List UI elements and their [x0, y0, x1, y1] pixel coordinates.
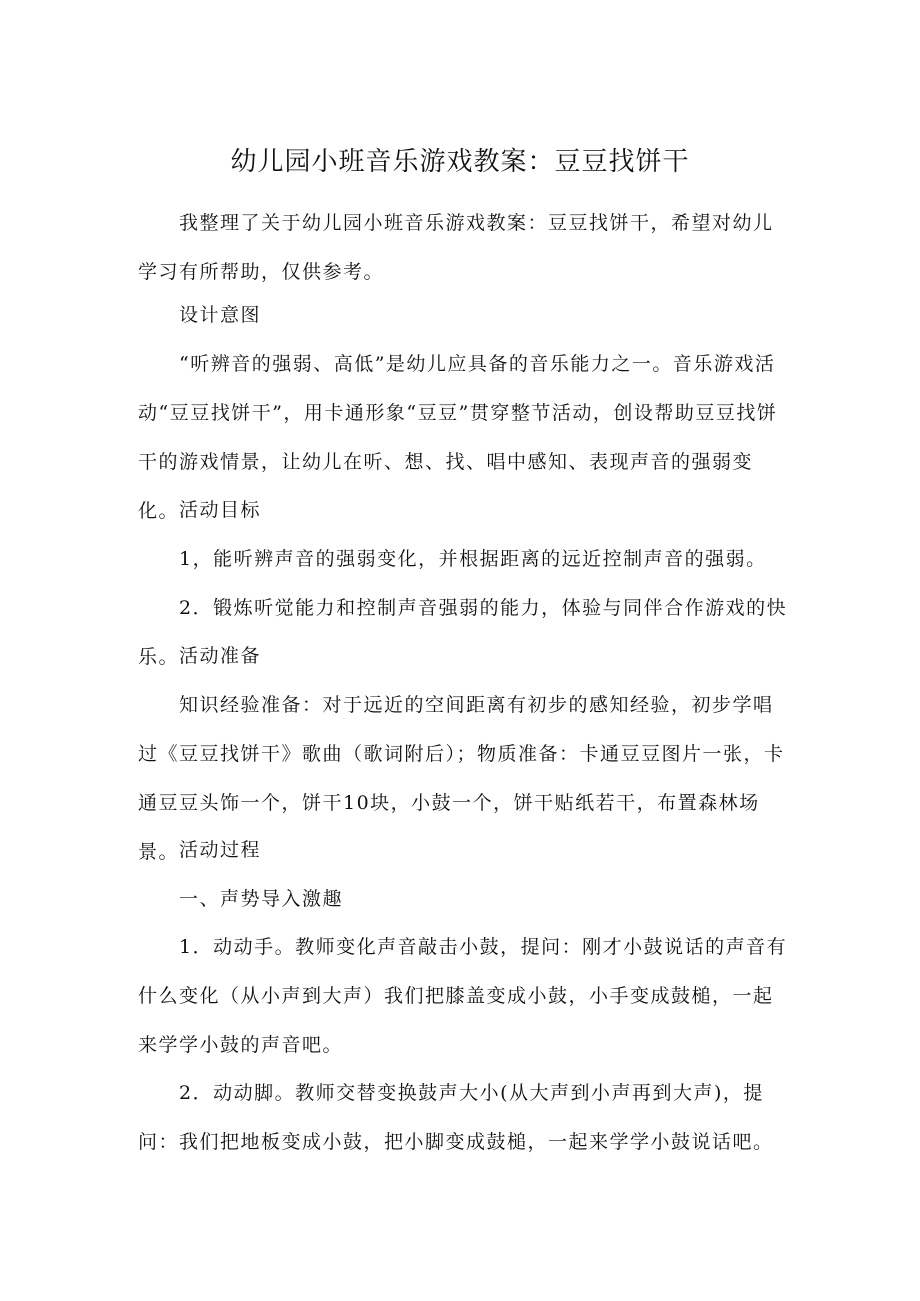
goal-item-1: 1，能听辨声音的强弱变化，并根据距离的远近控制声音的强弱。: [179, 548, 767, 570]
step-paragraph-2: 2．动动脚。教师交替变换鼓声大小(从大声到小声再到大声)，提问：我们把地板变成小鼓，把小脚变成鼓槌，一起来学学小鼓说话吧。: [138, 1082, 774, 1153]
step-paragraph-1: 1．动动手。教师变化声音敲击小鼓，提问：刚才小鼓说话的声音有什么变化（从小声到大声）我们把膝盖变成小鼓，小手变成鼓槌，一起来学学小鼓的声音吧。: [138, 936, 788, 1056]
step-heading: 一、声势导入激趣: [179, 888, 344, 910]
prep-paragraph: 知识经验准备：对于远近的空间距离有初步的感知经验，初步学唱过《豆豆找饼干》歌曲（歌词附后）；物质准备：卡通豆豆图片一张，卡通豆豆头饰一个，饼干10块，小鼓一个，饼干贴纸若干，布置森林场景。: [138, 694, 785, 863]
design-paragraph: “听辨音的强弱、高低”是幼儿应具备的音乐能力之一。音乐游戏活动“豆豆找饼干”，用卡通形象“豆豆”贯穿整节活动，创设帮助豆豆找饼干的游戏情景，让幼儿在听、想、找、唱中感知、表现声音的强弱变化。: [138, 353, 778, 522]
goal-item-2: 2．锻炼听觉能力和控制声音强弱的能力，体验与同伴合作游戏的快乐。: [138, 597, 788, 668]
process-heading: 活动过程: [179, 839, 262, 861]
document-title: 幼儿园小班音乐游戏教案：豆豆找饼干: [230, 147, 690, 177]
goals-heading: 活动目标: [179, 499, 262, 521]
intro-paragraph: 我整理了关于幼儿园小班音乐游戏教案：豆豆找饼干，希望对幼儿学习有所帮助，仅供参考。: [138, 212, 774, 283]
prep-heading: 活动准备: [179, 645, 262, 667]
design-heading: 设计意图: [179, 304, 262, 326]
